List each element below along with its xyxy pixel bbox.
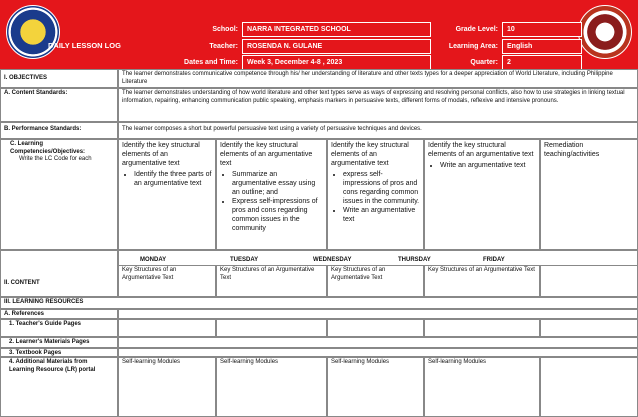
header-banner xyxy=(0,0,638,69)
competency-monday xyxy=(118,139,216,250)
teacher-value: ROSENDA N. GULANE xyxy=(242,39,431,54)
content-friday xyxy=(540,265,638,297)
content-thursday: Key Structures of an Argumentative Text xyxy=(424,265,540,297)
competency-thursday xyxy=(424,139,540,250)
content-tuesday: Key Structures of an Argumentative Text xyxy=(216,265,327,297)
competency-intro: Identify the key structural elements of an argumentative text xyxy=(428,142,534,158)
content-wednesday: Key Structures of an Argumentative Text xyxy=(327,265,424,297)
competency-tuesday xyxy=(216,139,327,250)
weekday-friday: FRIDAY xyxy=(483,257,505,263)
learning-resources-label: III. LEARNING RESOURCES xyxy=(0,297,638,309)
quarter-label: Quarter: xyxy=(470,59,498,66)
additional-tuesday: Self-learning Modules xyxy=(216,357,327,417)
teacher-label: Teacher: xyxy=(209,43,238,50)
objectives-text: The learner demonstrates communicative competence through his/ her understanding of literature and other texts types for a deeper appreciation of World Literature, including Philippine Literature xyxy=(118,69,638,88)
tg-wednesday xyxy=(327,319,424,337)
deped-seal-icon xyxy=(6,5,60,59)
content-standards-text: The learner demonstrates understanding of how world literature and other text types serve as ways of expressing and resolving personal conflicts, also how to use strategies in linking textual information, repairing, enhancing communication public speaking, emphasis markers in persuasive texts, different forms of modals, reflexive and intensive pronouns. xyxy=(118,88,638,122)
competency-intro: Identify the key structural elements of an argumentative text xyxy=(220,142,313,167)
learners-materials-label: 2. Learner's Materials Pages xyxy=(0,337,118,348)
tg-friday xyxy=(540,319,638,337)
area-label: Learning Area: xyxy=(448,43,498,50)
additional-wednesday: Self-learning Modules xyxy=(327,357,424,417)
teachers-guide-label: 1. Teacher's Guide Pages xyxy=(0,319,118,337)
references-label: A. References xyxy=(0,309,118,319)
competency-bullet: • Summarize an argumentative essay using an outline; and xyxy=(232,170,323,197)
lm-row xyxy=(118,337,638,348)
grade-value: 10 xyxy=(502,22,582,37)
tg-tuesday xyxy=(216,319,327,337)
dates-label: Dates and Time: xyxy=(184,59,238,66)
weekday-thursday: THURSDAY xyxy=(398,257,431,263)
tg-monday xyxy=(118,319,216,337)
competency-wednesday xyxy=(327,139,424,250)
learning-competencies-label xyxy=(0,139,118,250)
competency-bullet: • express self-impressions of pros and cons regarding common issues in the community. xyxy=(343,170,420,206)
additional-materials-label: 4. Additional Materials from Learning Resource (LR) portal xyxy=(0,357,118,417)
references-row xyxy=(118,309,638,319)
performance-standards-text: The learner composes a short but powerful persuasive text using a variety of persuasive techniques and devices. xyxy=(118,122,638,139)
content-standards-label: A. Content Standards: xyxy=(0,88,118,122)
competency-intro: Identify the key structural elements of an argumentative text xyxy=(122,142,200,167)
page-title: DAILY LESSON LOG xyxy=(48,41,121,50)
tb-row xyxy=(118,348,638,357)
competency-bullet: • Write an argumentative text xyxy=(440,161,536,170)
grade-label: Grade Level: xyxy=(455,26,498,33)
additional-monday: Self-learning Modules xyxy=(118,357,216,417)
tg-thursday xyxy=(424,319,540,337)
additional-thursday: Self-learning Modules xyxy=(424,357,540,417)
content-label: II. CONTENT xyxy=(0,250,118,297)
content-monday: Key Structures of an Argumentative Text xyxy=(118,265,216,297)
school-seal-icon xyxy=(578,5,632,59)
additional-friday xyxy=(540,357,638,417)
weekday-wednesday: WEDNESDAY xyxy=(313,257,352,263)
learning-competencies-title: C. Learning Competencies/Objectives: xyxy=(10,141,86,155)
competency-bullet: • Write an argumentative text xyxy=(343,206,420,224)
objectives-label: I. OBJECTIVES xyxy=(0,69,118,88)
competency-bullet: • Express self-impressions of pros and cons regarding common issues in the community xyxy=(232,197,323,233)
textbook-pages-label: 3. Textbook Pages xyxy=(0,348,118,357)
school-label: School: xyxy=(212,26,238,33)
competency-bullet: • Identify the three parts of an argumentative text xyxy=(134,170,212,188)
competency-intro: Remediation teaching/activities xyxy=(544,142,600,158)
area-value: English xyxy=(502,39,582,54)
weekday-monday: MONDAY xyxy=(140,257,167,263)
weekday-tuesday: TUESDAY xyxy=(230,257,259,263)
performance-standards-label: B. Performance Standards: xyxy=(0,122,118,139)
competency-intro: Identify the key structural elements of an argumentative text xyxy=(331,142,409,167)
learning-competencies-sub: Write the LC Code for each xyxy=(19,156,92,163)
dates-value: Week 3, December 4-8 , 2023 xyxy=(242,55,431,70)
school-value: NARRA INTEGRATED SCHOOL xyxy=(242,22,431,37)
quarter-value: 2 xyxy=(502,55,582,70)
competency-friday xyxy=(540,139,638,250)
